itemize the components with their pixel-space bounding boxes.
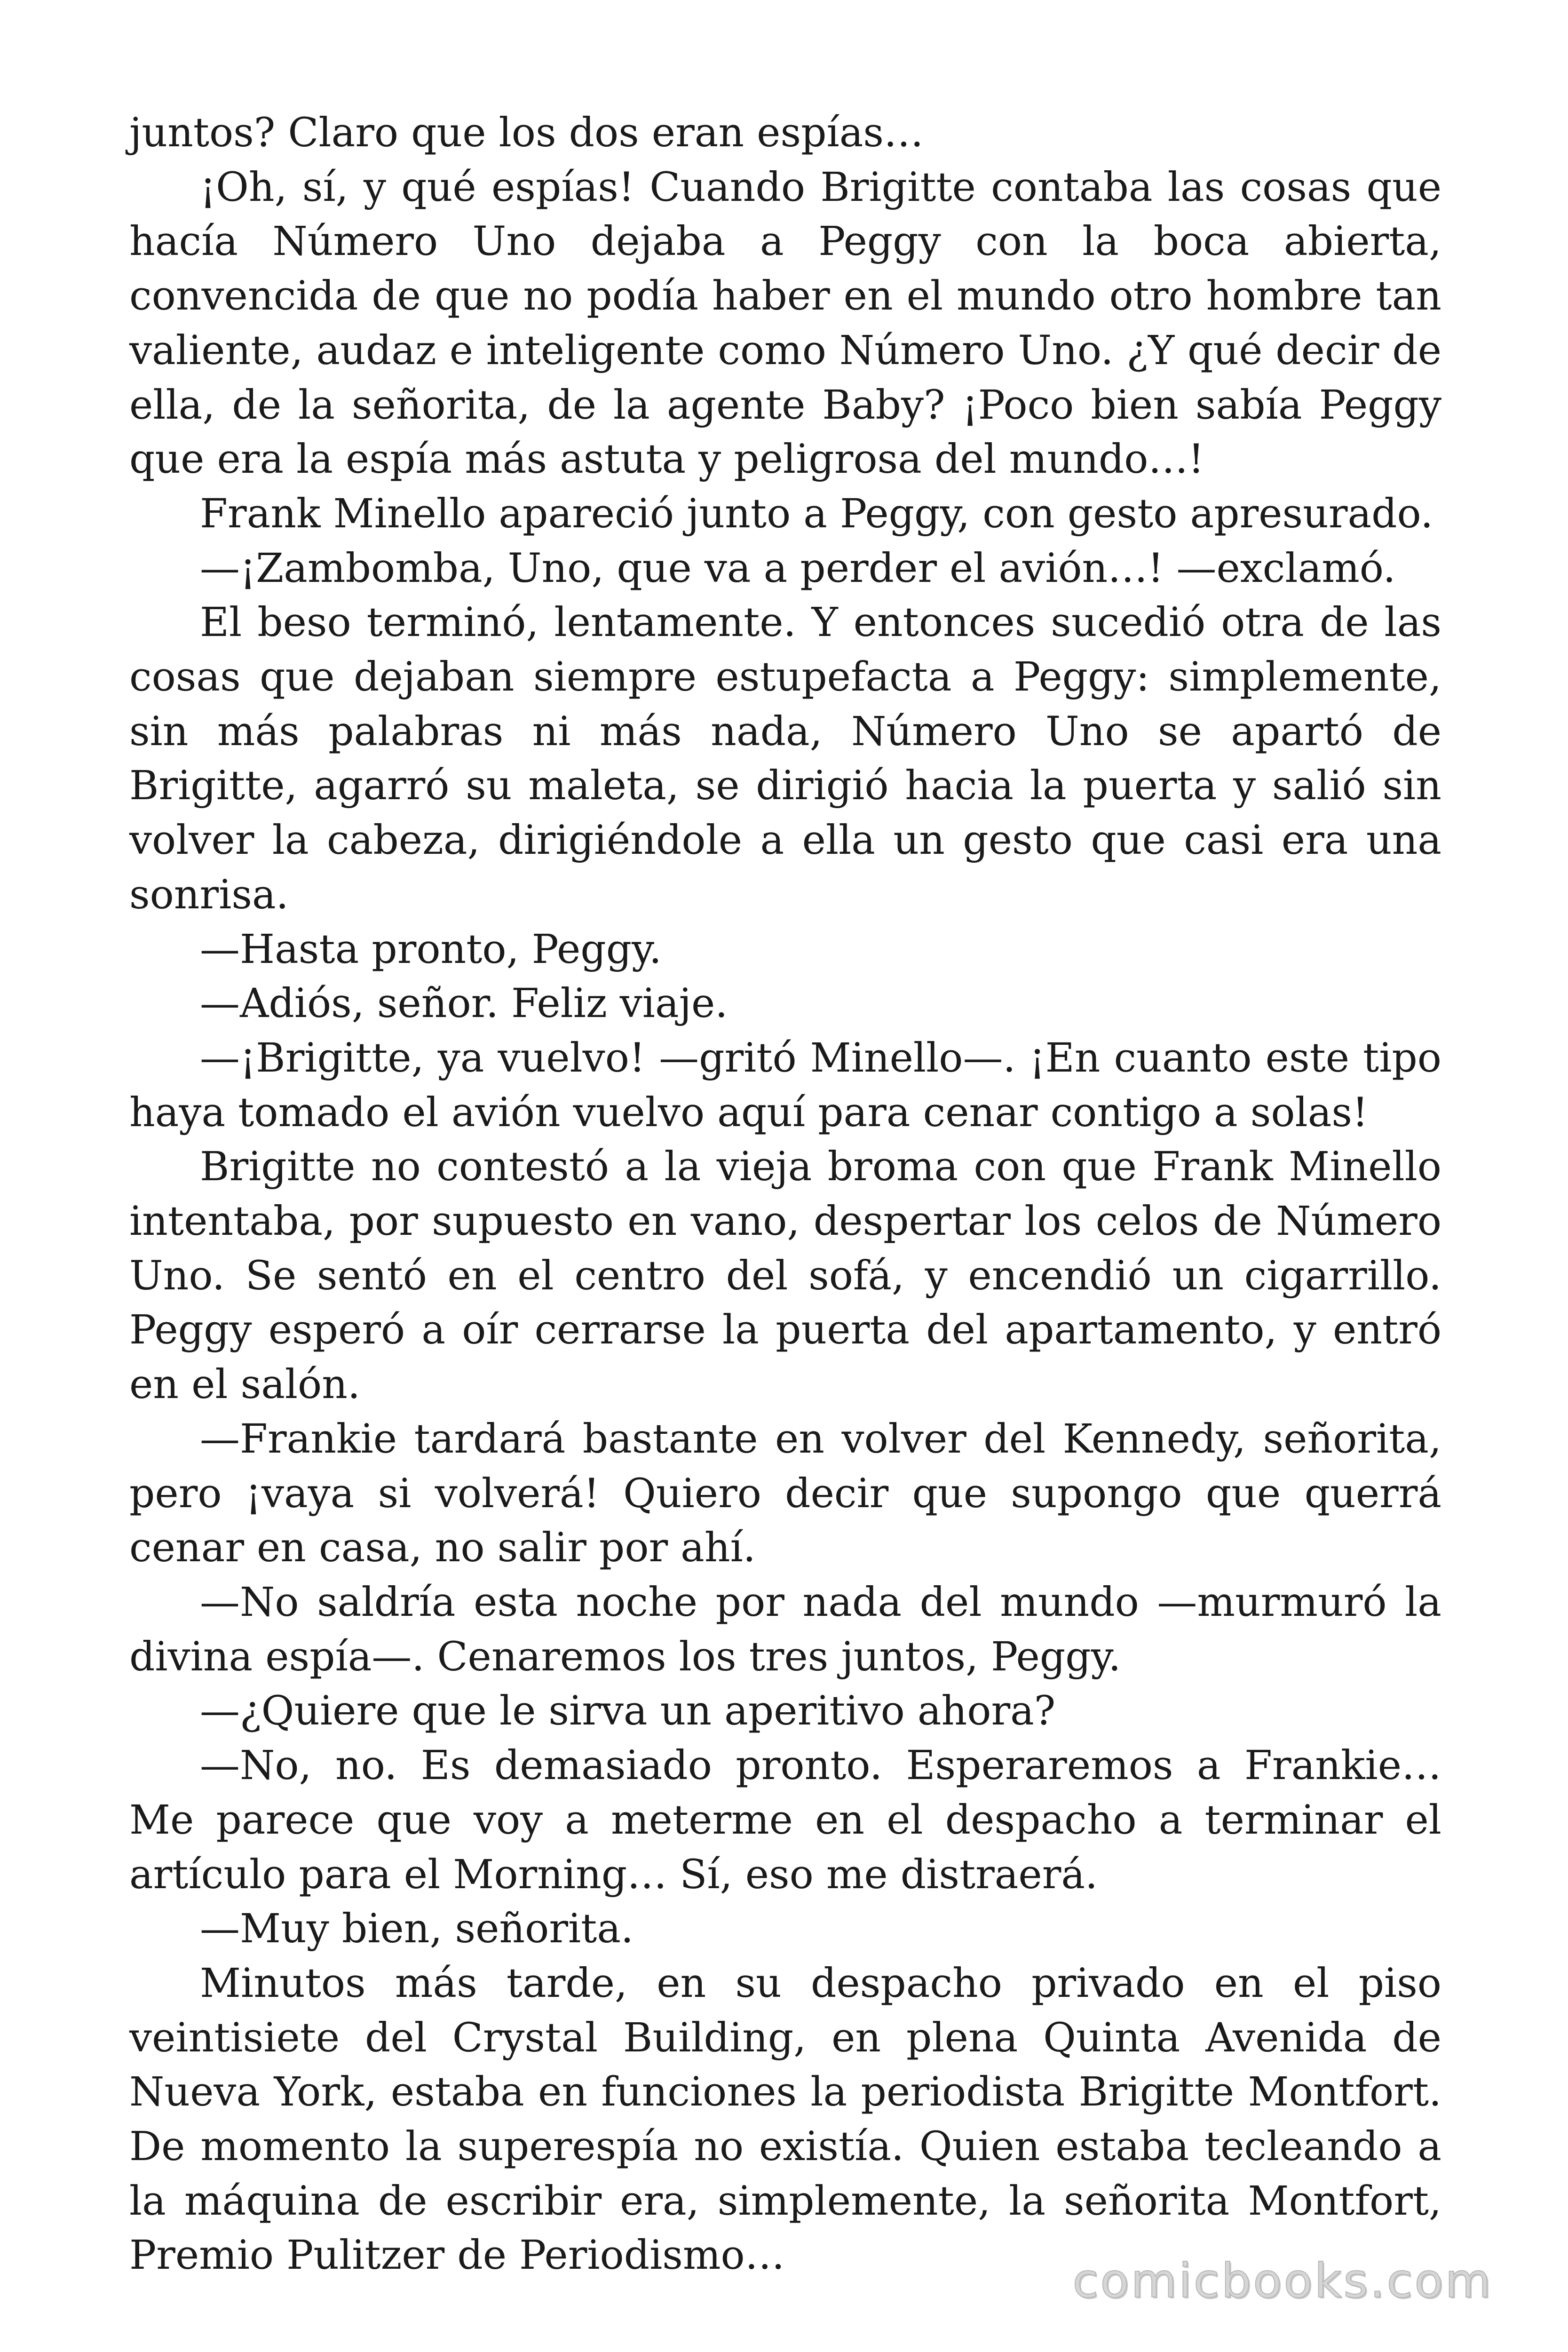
paragraph-13: —No, no. Es demasiado pronto. Esperaremos a Frankie… Me parece que voy a meterme en el despacho a terminar el artículo para el Morning… Sí, eso me distraerá. [129,1742,1441,1898]
paragraph-5: El beso terminó, lentamente. Y entonces sucedió otra de las cosas que dejaban siempre estupefacta a Peggy: simplemente, sin más palabras ni más nada, Número Uno se apartó de Brigitte, agarró su maleta, se dirigió hacia la puerta y salió sin volver la cabeza, dirigiéndole a ella un gesto que casi era una sonrisa. [129,599,1441,918]
paragraph-12: —¿Quiere que le sirva un aperitivo ahora? [200,1688,1056,1735]
page-body [129,106,1441,2279]
watermark: comicbooks.com [1072,2253,1493,2308]
paragraph-6: —Hasta pronto, Peggy. [200,926,662,973]
paragraph-7: —Adiós, señor. Feliz viaje. [200,980,728,1027]
paragraph-10: —Frankie tardará bastante en volver del Kennedy, señorita, pero ¡vaya si volverá! Quiero decir que supongo que querrá cenar en casa, no salir por ahí. [129,1415,1441,1572]
paragraph-11: —No saldría esta noche por nada del mundo —murmuró la divina espía—. Cenaremos los tres juntos, Peggy. [129,1579,1441,1680]
paragraph-14: —Muy bien, señorita. [200,1906,634,1953]
paragraph-4: —¡Zambomba, Uno, que va a perder el avión…! —exclamó. [200,545,1396,592]
paragraph-9: Brigitte no contestó a la vieja broma con que Frank Minello intentaba, por supuesto en vano, despertar los celos de Número Uno. Se sentó en el centro del sofá, y encendió un cigarrillo. Peggy esperó a oír cerrarse la puerta del apartamento, y entró en el salón. [129,1144,1441,1408]
paragraph-1: juntos? Claro que los dos eran espías… [129,110,924,156]
paragraph-15: Minutos más tarde, en su despacho privado en el piso veintisiete del Crystal Building, en plena Quinta Avenida de Nueva York, estaba en funciones la periodista Brigitte Montfort. De momento la superespía no existía. Quien estaba tecleando a la máquina de escribir era, simplemente, la señorita Montfort, Premio Pulitzer de Periodismo… [129,1960,1441,2279]
paragraph-3: Frank Minello apareció junto a Peggy, con gesto apresurado. [200,490,1433,537]
paragraph-8: —¡Brigitte, ya vuelvo! —gritó Minello—. ¡En cuanto este tipo haya tomado el avión vuelvo aquí para cenar contigo a solas! [129,1034,1441,1136]
paragraph-2: ¡Oh, sí, y qué espías! Cuando Brigitte contaba las cosas que hacía Número Uno dejaba a Peggy con la boca abierta, convencida de que no podía haber en el mundo otro hombre tan valiente, audaz e inteligente como Número Uno. ¿Y qué decir de ella, de la señorita, de la agente Baby? ¡Poco bien sabía Peggy que era la espía más astuta y peligrosa del mundo…! [129,164,1441,483]
